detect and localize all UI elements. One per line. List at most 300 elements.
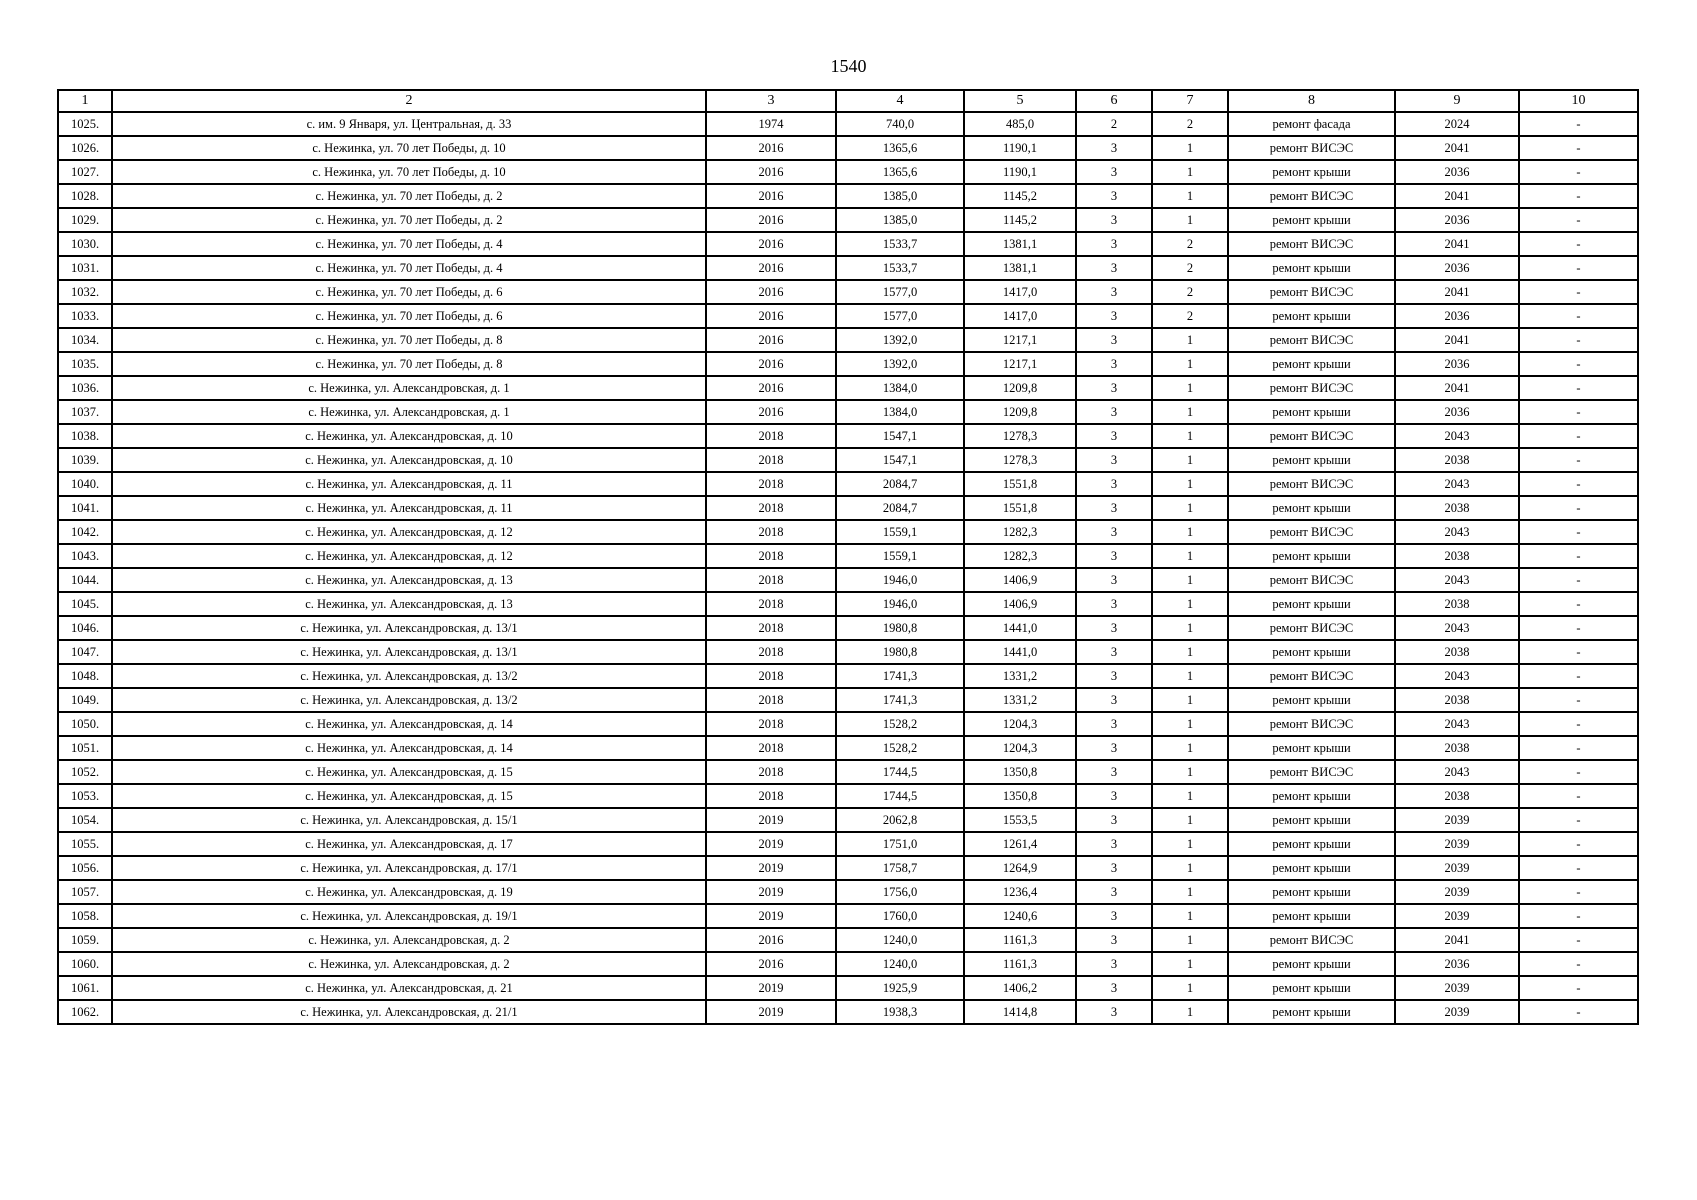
work-type-cell: ремонт крыши — [1228, 952, 1395, 976]
living-area-cell: 1161,3 — [964, 928, 1076, 952]
notes-cell: - — [1519, 904, 1638, 928]
floors-cell: 3 — [1076, 808, 1152, 832]
table-row — [58, 664, 1638, 688]
planned-year-cell: 2043 — [1395, 760, 1519, 784]
entrances-cell: 1 — [1152, 736, 1228, 760]
address-cell: с. Нежинка, ул. Александровская, д. 10 — [112, 424, 706, 448]
planned-year-cell: 2041 — [1395, 184, 1519, 208]
row-number-cell: 1043. — [58, 544, 112, 568]
table-row — [58, 448, 1638, 472]
floors-cell: 3 — [1076, 976, 1152, 1000]
column-header-6: 6 — [1076, 90, 1152, 112]
table-row — [58, 832, 1638, 856]
total-area-cell: 1384,0 — [836, 400, 964, 424]
work-type-cell: ремонт ВИСЭС — [1228, 928, 1395, 952]
address-cell: с. Нежинка, ул. 70 лет Победы, д. 4 — [112, 256, 706, 280]
year-built-cell: 2018 — [706, 712, 836, 736]
address-cell: с. Нежинка, ул. Александровская, д. 13 — [112, 568, 706, 592]
header-row — [58, 90, 1638, 112]
address-cell: с. Нежинка, ул. 70 лет Победы, д. 10 — [112, 136, 706, 160]
column-header-2: 2 — [112, 90, 706, 112]
work-type-cell: ремонт ВИСЭС — [1228, 184, 1395, 208]
address-cell: с. Нежинка, ул. Александровская, д. 13/1 — [112, 640, 706, 664]
floors-cell: 3 — [1076, 208, 1152, 232]
row-number-cell: 1055. — [58, 832, 112, 856]
table-row — [58, 352, 1638, 376]
entrances-cell: 1 — [1152, 640, 1228, 664]
total-area-cell: 1547,1 — [836, 424, 964, 448]
planned-year-cell: 2043 — [1395, 664, 1519, 688]
year-built-cell: 2019 — [706, 904, 836, 928]
planned-year-cell: 2038 — [1395, 736, 1519, 760]
living-area-cell: 1145,2 — [964, 184, 1076, 208]
address-cell: с. Нежинка, ул. Александровская, д. 13 — [112, 592, 706, 616]
column-header-10: 10 — [1519, 90, 1638, 112]
entrances-cell: 1 — [1152, 496, 1228, 520]
table-row — [58, 256, 1638, 280]
table-row — [58, 544, 1638, 568]
floors-cell: 3 — [1076, 352, 1152, 376]
table-row — [58, 784, 1638, 808]
notes-cell: - — [1519, 232, 1638, 256]
year-built-cell: 2019 — [706, 832, 836, 856]
row-number-cell: 1062. — [58, 1000, 112, 1024]
planned-year-cell: 2041 — [1395, 280, 1519, 304]
notes-cell: - — [1519, 760, 1638, 784]
work-type-cell: ремонт крыши — [1228, 160, 1395, 184]
table-row — [58, 928, 1638, 952]
entrances-cell: 1 — [1152, 352, 1228, 376]
living-area-cell: 1381,1 — [964, 256, 1076, 280]
table-row — [58, 736, 1638, 760]
table-row — [58, 856, 1638, 880]
living-area-cell: 1350,8 — [964, 760, 1076, 784]
living-area-cell: 1282,3 — [964, 520, 1076, 544]
planned-year-cell: 2038 — [1395, 544, 1519, 568]
entrances-cell: 2 — [1152, 112, 1228, 136]
table-row — [58, 136, 1638, 160]
floors-cell: 3 — [1076, 232, 1152, 256]
living-area-cell: 1381,1 — [964, 232, 1076, 256]
year-built-cell: 1974 — [706, 112, 836, 136]
year-built-cell: 2016 — [706, 304, 836, 328]
planned-year-cell: 2036 — [1395, 400, 1519, 424]
floors-cell: 3 — [1076, 952, 1152, 976]
column-header-3: 3 — [706, 90, 836, 112]
total-area-cell: 1559,1 — [836, 544, 964, 568]
total-area-cell: 1533,7 — [836, 256, 964, 280]
year-built-cell: 2016 — [706, 280, 836, 304]
work-type-cell: ремонт крыши — [1228, 448, 1395, 472]
planned-year-cell: 2039 — [1395, 976, 1519, 1000]
work-type-cell: ремонт ВИСЭС — [1228, 568, 1395, 592]
living-area-cell: 1331,2 — [964, 688, 1076, 712]
total-area-cell: 1744,5 — [836, 760, 964, 784]
table-row — [58, 208, 1638, 232]
total-area-cell: 1925,9 — [836, 976, 964, 1000]
entrances-cell: 1 — [1152, 664, 1228, 688]
notes-cell: - — [1519, 208, 1638, 232]
living-area-cell: 1204,3 — [964, 712, 1076, 736]
address-cell: с. Нежинка, ул. Александровская, д. 11 — [112, 496, 706, 520]
row-number-cell: 1045. — [58, 592, 112, 616]
year-built-cell: 2018 — [706, 472, 836, 496]
work-type-cell: ремонт крыши — [1228, 688, 1395, 712]
total-area-cell: 1365,6 — [836, 136, 964, 160]
floors-cell: 3 — [1076, 304, 1152, 328]
table-row — [58, 184, 1638, 208]
table-row — [58, 568, 1638, 592]
floors-cell: 3 — [1076, 400, 1152, 424]
total-area-cell: 1744,5 — [836, 784, 964, 808]
entrances-cell: 1 — [1152, 328, 1228, 352]
row-number-cell: 1046. — [58, 616, 112, 640]
living-area-cell: 1209,8 — [964, 400, 1076, 424]
table-row — [58, 952, 1638, 976]
address-cell: с. Нежинка, ул. Александровская, д. 21 — [112, 976, 706, 1000]
row-number-cell: 1056. — [58, 856, 112, 880]
living-area-cell: 1190,1 — [964, 136, 1076, 160]
table-row — [58, 232, 1638, 256]
row-number-cell: 1054. — [58, 808, 112, 832]
work-type-cell: ремонт крыши — [1228, 808, 1395, 832]
row-number-cell: 1053. — [58, 784, 112, 808]
total-area-cell: 1980,8 — [836, 640, 964, 664]
living-area-cell: 1161,3 — [964, 952, 1076, 976]
entrances-cell: 2 — [1152, 256, 1228, 280]
address-cell: с. Нежинка, ул. Александровская, д. 17 — [112, 832, 706, 856]
work-type-cell: ремонт крыши — [1228, 856, 1395, 880]
notes-cell: - — [1519, 112, 1638, 136]
notes-cell: - — [1519, 496, 1638, 520]
planned-year-cell: 2039 — [1395, 1000, 1519, 1024]
row-number-cell: 1037. — [58, 400, 112, 424]
notes-cell: - — [1519, 424, 1638, 448]
planned-year-cell: 2039 — [1395, 904, 1519, 928]
work-type-cell: ремонт крыши — [1228, 544, 1395, 568]
floors-cell: 3 — [1076, 664, 1152, 688]
year-built-cell: 2016 — [706, 136, 836, 160]
work-type-cell: ремонт крыши — [1228, 496, 1395, 520]
row-number-cell: 1032. — [58, 280, 112, 304]
notes-cell: - — [1519, 952, 1638, 976]
total-area-cell: 1756,0 — [836, 880, 964, 904]
row-number-cell: 1031. — [58, 256, 112, 280]
address-cell: с. Нежинка, ул. Александровская, д. 2 — [112, 928, 706, 952]
address-cell: с. Нежинка, ул. Александровская, д. 12 — [112, 544, 706, 568]
row-number-cell: 1036. — [58, 376, 112, 400]
housing-repair-table — [57, 89, 1639, 1025]
table-row — [58, 904, 1638, 928]
year-built-cell: 2016 — [706, 400, 836, 424]
floors-cell: 3 — [1076, 760, 1152, 784]
floors-cell: 3 — [1076, 736, 1152, 760]
floors-cell: 3 — [1076, 448, 1152, 472]
living-area-cell: 1217,1 — [964, 352, 1076, 376]
work-type-cell: ремонт крыши — [1228, 208, 1395, 232]
notes-cell: - — [1519, 280, 1638, 304]
floors-cell: 3 — [1076, 376, 1152, 400]
entrances-cell: 1 — [1152, 520, 1228, 544]
address-cell: с. Нежинка, ул. Александровская, д. 1 — [112, 376, 706, 400]
work-type-cell: ремонт ВИСЭС — [1228, 712, 1395, 736]
address-cell: с. Нежинка, ул. 70 лет Победы, д. 2 — [112, 208, 706, 232]
entrances-cell: 1 — [1152, 952, 1228, 976]
work-type-cell: ремонт крыши — [1228, 976, 1395, 1000]
work-type-cell: ремонт ВИСЭС — [1228, 616, 1395, 640]
row-number-cell: 1034. — [58, 328, 112, 352]
floors-cell: 3 — [1076, 136, 1152, 160]
work-type-cell: ремонт ВИСЭС — [1228, 280, 1395, 304]
planned-year-cell: 2036 — [1395, 256, 1519, 280]
total-area-cell: 1528,2 — [836, 736, 964, 760]
entrances-cell: 1 — [1152, 928, 1228, 952]
notes-cell: - — [1519, 304, 1638, 328]
year-built-cell: 2018 — [706, 736, 836, 760]
address-cell: с. Нежинка, ул. Александровская, д. 14 — [112, 712, 706, 736]
year-built-cell: 2016 — [706, 928, 836, 952]
table-row — [58, 616, 1638, 640]
floors-cell: 3 — [1076, 424, 1152, 448]
address-cell: с. Нежинка, ул. Александровская, д. 17/1 — [112, 856, 706, 880]
entrances-cell: 1 — [1152, 376, 1228, 400]
address-cell: с. Нежинка, ул. Александровская, д. 10 — [112, 448, 706, 472]
address-cell: с. Нежинка, ул. 70 лет Победы, д. 4 — [112, 232, 706, 256]
living-area-cell: 1217,1 — [964, 328, 1076, 352]
work-type-cell: ремонт крыши — [1228, 400, 1395, 424]
notes-cell: - — [1519, 328, 1638, 352]
year-built-cell: 2018 — [706, 592, 836, 616]
row-number-cell: 1041. — [58, 496, 112, 520]
address-cell: с. Нежинка, ул. Александровская, д. 15 — [112, 784, 706, 808]
total-area-cell: 740,0 — [836, 112, 964, 136]
row-number-cell: 1050. — [58, 712, 112, 736]
planned-year-cell: 2043 — [1395, 472, 1519, 496]
row-number-cell: 1038. — [58, 424, 112, 448]
living-area-cell: 1240,6 — [964, 904, 1076, 928]
table-row — [58, 328, 1638, 352]
table-row — [58, 472, 1638, 496]
entrances-cell: 1 — [1152, 400, 1228, 424]
floors-cell: 3 — [1076, 184, 1152, 208]
notes-cell: - — [1519, 928, 1638, 952]
table-row — [58, 376, 1638, 400]
floors-cell: 3 — [1076, 280, 1152, 304]
address-cell: с. Нежинка, ул. Александровская, д. 11 — [112, 472, 706, 496]
work-type-cell: ремонт фасада — [1228, 112, 1395, 136]
entrances-cell: 1 — [1152, 784, 1228, 808]
table-row — [58, 496, 1638, 520]
year-built-cell: 2019 — [706, 808, 836, 832]
table-row — [58, 592, 1638, 616]
address-cell: с. Нежинка, ул. Александровская, д. 19 — [112, 880, 706, 904]
entrances-cell: 1 — [1152, 856, 1228, 880]
planned-year-cell: 2038 — [1395, 640, 1519, 664]
planned-year-cell: 2041 — [1395, 376, 1519, 400]
planned-year-cell: 2036 — [1395, 160, 1519, 184]
total-area-cell: 1559,1 — [836, 520, 964, 544]
entrances-cell: 1 — [1152, 208, 1228, 232]
address-cell: с. им. 9 Января, ул. Центральная, д. 33 — [112, 112, 706, 136]
floors-cell: 2 — [1076, 112, 1152, 136]
planned-year-cell: 2036 — [1395, 304, 1519, 328]
total-area-cell: 1758,7 — [836, 856, 964, 880]
year-built-cell: 2018 — [706, 616, 836, 640]
living-area-cell: 1414,8 — [964, 1000, 1076, 1024]
notes-cell: - — [1519, 688, 1638, 712]
notes-cell: - — [1519, 448, 1638, 472]
year-built-cell: 2018 — [706, 520, 836, 544]
total-area-cell: 2084,7 — [836, 496, 964, 520]
notes-cell: - — [1519, 520, 1638, 544]
notes-cell: - — [1519, 160, 1638, 184]
planned-year-cell: 2036 — [1395, 952, 1519, 976]
entrances-cell: 2 — [1152, 232, 1228, 256]
planned-year-cell: 2043 — [1395, 616, 1519, 640]
address-cell: с. Нежинка, ул. Александровская, д. 13/2 — [112, 688, 706, 712]
planned-year-cell: 2038 — [1395, 784, 1519, 808]
notes-cell: - — [1519, 376, 1638, 400]
row-number-cell: 1049. — [58, 688, 112, 712]
planned-year-cell: 2043 — [1395, 568, 1519, 592]
notes-cell: - — [1519, 640, 1638, 664]
planned-year-cell: 2038 — [1395, 592, 1519, 616]
total-area-cell: 2062,8 — [836, 808, 964, 832]
table-row — [58, 1000, 1638, 1024]
living-area-cell: 1551,8 — [964, 472, 1076, 496]
work-type-cell: ремонт крыши — [1228, 904, 1395, 928]
entrances-cell: 1 — [1152, 688, 1228, 712]
living-area-cell: 485,0 — [964, 112, 1076, 136]
column-header-4: 4 — [836, 90, 964, 112]
address-cell: с. Нежинка, ул. Александровская, д. 15 — [112, 760, 706, 784]
row-number-cell: 1042. — [58, 520, 112, 544]
planned-year-cell: 2043 — [1395, 424, 1519, 448]
living-area-cell: 1278,3 — [964, 424, 1076, 448]
table-row — [58, 688, 1638, 712]
living-area-cell: 1209,8 — [964, 376, 1076, 400]
entrances-cell: 1 — [1152, 544, 1228, 568]
total-area-cell: 1240,0 — [836, 928, 964, 952]
living-area-cell: 1417,0 — [964, 304, 1076, 328]
work-type-cell: ремонт ВИСЭС — [1228, 376, 1395, 400]
table-row — [58, 640, 1638, 664]
planned-year-cell: 2039 — [1395, 856, 1519, 880]
floors-cell: 3 — [1076, 640, 1152, 664]
total-area-cell: 1980,8 — [836, 616, 964, 640]
row-number-cell: 1030. — [58, 232, 112, 256]
row-number-cell: 1029. — [58, 208, 112, 232]
table-row — [58, 112, 1638, 136]
planned-year-cell: 2041 — [1395, 928, 1519, 952]
floors-cell: 3 — [1076, 520, 1152, 544]
floors-cell: 3 — [1076, 496, 1152, 520]
address-cell: с. Нежинка, ул. Александровская, д. 15/1 — [112, 808, 706, 832]
notes-cell: - — [1519, 808, 1638, 832]
row-number-cell: 1051. — [58, 736, 112, 760]
work-type-cell: ремонт ВИСЭС — [1228, 424, 1395, 448]
entrances-cell: 2 — [1152, 280, 1228, 304]
address-cell: с. Нежинка, ул. Александровская, д. 2 — [112, 952, 706, 976]
work-type-cell: ремонт ВИСЭС — [1228, 328, 1395, 352]
work-type-cell: ремонт крыши — [1228, 736, 1395, 760]
entrances-cell: 1 — [1152, 976, 1228, 1000]
entrances-cell: 1 — [1152, 760, 1228, 784]
floors-cell: 3 — [1076, 616, 1152, 640]
floors-cell: 3 — [1076, 568, 1152, 592]
living-area-cell: 1553,5 — [964, 808, 1076, 832]
notes-cell: - — [1519, 664, 1638, 688]
year-built-cell: 2016 — [706, 208, 836, 232]
living-area-cell: 1406,9 — [964, 568, 1076, 592]
floors-cell: 3 — [1076, 856, 1152, 880]
year-built-cell: 2018 — [706, 784, 836, 808]
living-area-cell: 1204,3 — [964, 736, 1076, 760]
row-number-cell: 1057. — [58, 880, 112, 904]
column-header-7: 7 — [1152, 90, 1228, 112]
address-cell: с. Нежинка, ул. 70 лет Победы, д. 8 — [112, 328, 706, 352]
work-type-cell: ремонт крыши — [1228, 592, 1395, 616]
table-row — [58, 712, 1638, 736]
total-area-cell: 1577,0 — [836, 280, 964, 304]
notes-cell: - — [1519, 592, 1638, 616]
address-cell: с. Нежинка, ул. Александровская, д. 13/2 — [112, 664, 706, 688]
planned-year-cell: 2043 — [1395, 520, 1519, 544]
row-number-cell: 1039. — [58, 448, 112, 472]
total-area-cell: 1946,0 — [836, 592, 964, 616]
table-row — [58, 760, 1638, 784]
planned-year-cell: 2024 — [1395, 112, 1519, 136]
entrances-cell: 1 — [1152, 616, 1228, 640]
total-area-cell: 1760,0 — [836, 904, 964, 928]
table-row — [58, 880, 1638, 904]
work-type-cell: ремонт ВИСЭС — [1228, 472, 1395, 496]
floors-cell: 3 — [1076, 928, 1152, 952]
notes-cell: - — [1519, 832, 1638, 856]
entrances-cell: 1 — [1152, 712, 1228, 736]
year-built-cell: 2018 — [706, 760, 836, 784]
floors-cell: 3 — [1076, 880, 1152, 904]
floors-cell: 3 — [1076, 328, 1152, 352]
planned-year-cell: 2039 — [1395, 880, 1519, 904]
year-built-cell: 2016 — [706, 184, 836, 208]
row-number-cell: 1026. — [58, 136, 112, 160]
address-cell: с. Нежинка, ул. Александровская, д. 21/1 — [112, 1000, 706, 1024]
year-built-cell: 2018 — [706, 664, 836, 688]
address-cell: с. Нежинка, ул. Александровская, д. 12 — [112, 520, 706, 544]
total-area-cell: 1392,0 — [836, 328, 964, 352]
living-area-cell: 1441,0 — [964, 640, 1076, 664]
floors-cell: 3 — [1076, 256, 1152, 280]
year-built-cell: 2018 — [706, 424, 836, 448]
column-header-8: 8 — [1228, 90, 1395, 112]
address-cell: с. Нежинка, ул. 70 лет Победы, д. 10 — [112, 160, 706, 184]
planned-year-cell: 2039 — [1395, 808, 1519, 832]
year-built-cell: 2018 — [706, 688, 836, 712]
address-cell: с. Нежинка, ул. Александровская, д. 1 — [112, 400, 706, 424]
address-cell: с. Нежинка, ул. 70 лет Победы, д. 2 — [112, 184, 706, 208]
row-number-cell: 1048. — [58, 664, 112, 688]
work-type-cell: ремонт крыши — [1228, 352, 1395, 376]
entrances-cell: 1 — [1152, 592, 1228, 616]
planned-year-cell: 2041 — [1395, 328, 1519, 352]
year-built-cell: 2019 — [706, 856, 836, 880]
living-area-cell: 1264,9 — [964, 856, 1076, 880]
year-built-cell: 2018 — [706, 544, 836, 568]
notes-cell: - — [1519, 184, 1638, 208]
living-area-cell: 1417,0 — [964, 280, 1076, 304]
entrances-cell: 1 — [1152, 832, 1228, 856]
